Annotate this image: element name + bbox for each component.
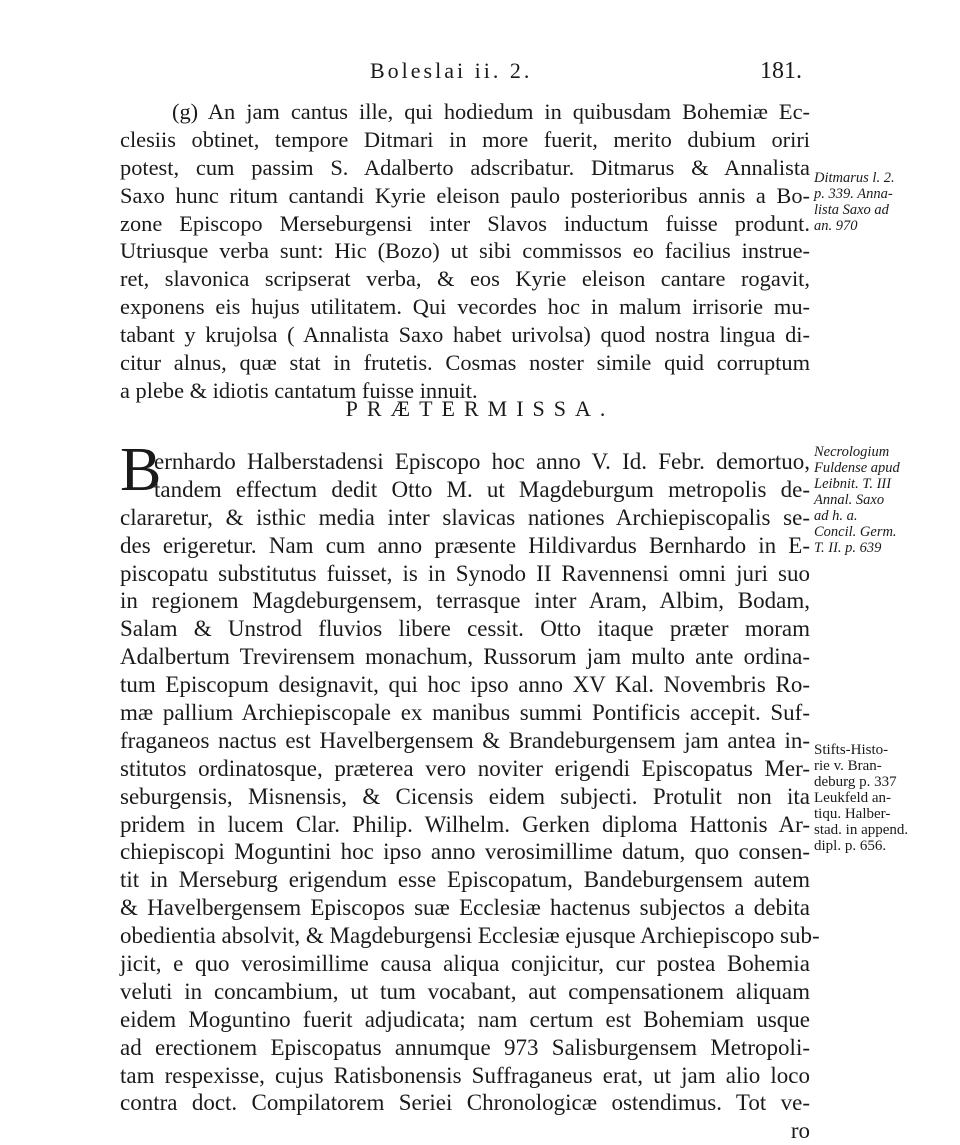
- text-line: Saxo hunc ritum cantandi Kyrie eleison paulo posterioribus annis a Bo-: [120, 182, 810, 208]
- marginal-line: Leukfeld an-: [814, 790, 892, 806]
- text-line: des erigeretur. Nam cum anno præsente Hildivardus Bernhardo in E-: [120, 532, 810, 558]
- text-line: (g) An jam cantus ille, qui hodiedum in quibusdam Bohemiæ Ec-: [172, 99, 810, 124]
- text-line: mæ pallium Archiepiscopale ex manibus summi Pontificis accepit. Suf-: [120, 700, 810, 726]
- marginal-line: Fuldense apud: [814, 460, 900, 476]
- marginal-note-necrologium: [814, 444, 956, 556]
- text-line: seburgensis, Misnensis, & Cicensis eidem subjecti. Protulit non ita: [120, 783, 810, 809]
- text-line: citur alnus, quæ stat in frutetis. Cosmas noster simile quid corruptum: [120, 350, 810, 376]
- section-heading: PRÆTERMISSA.: [345, 396, 615, 421]
- text-line: eidem Moguntino fuerit adjudicata; nam certum est Bohemiam usque: [120, 1006, 810, 1032]
- text-line: a plebe & idiotis cantatum fuisse innuit.: [120, 377, 478, 403]
- text-line: tabant y krujolsa ( Annalista Saxo habet urivolsa) quod nostra lingua di-: [120, 322, 810, 348]
- text-line: Utriusque verba sunt: Hic (Bozo) ut sibi commissos eo facilius instrue-: [120, 238, 810, 264]
- text-line: potest, cum passim S. Adalberto adscribatur. Ditmarus & Annalista: [120, 154, 810, 180]
- marginal-line: ad h. a.: [814, 508, 858, 524]
- marginal-line: Stifts-Histo-: [814, 742, 889, 758]
- marginal-line: tiqu. Halber-: [814, 806, 891, 822]
- text-line: zone Episcopo Merseburgensi inter Slavos inductum fuisse produnt.: [120, 210, 810, 236]
- text-line: veluti in concambium, ut tum vocabant, aut compensationem aliquam: [120, 978, 810, 1004]
- text-line: tit in Merseburg erigendum esse Episcopatum, Bandeburgensem autem: [120, 867, 810, 893]
- marginal-line: an. 970: [814, 218, 858, 234]
- text-line: ro: [790, 1118, 810, 1144]
- drop-cap: B: [120, 436, 162, 504]
- marginal-line: Necrologium: [814, 444, 890, 460]
- text-line: clararetur, & isthic media inter slavicas nationes Archiepiscopalis se-: [120, 504, 810, 530]
- running-title: Boleslai ii. 2.: [370, 58, 533, 83]
- body-text: [120, 448, 820, 1145]
- text-line: fraganeos nactus est Havelbergensem & Brandeburgensem jam antea in-: [120, 727, 810, 753]
- text-line: ret, slavonica scripserat verba, & eos Kyrie eleison cantare rogavit,: [120, 266, 810, 292]
- marginal-line: Concil. Germ.: [814, 524, 897, 540]
- marginal-note-stifts-historie: [814, 742, 956, 854]
- text-line: exponens eis hujus utilitatem. Qui vecordes hoc in malum irrisorie mu-: [120, 294, 810, 320]
- marginal-line: Annal. Saxo: [814, 492, 885, 508]
- marginal-line: stad. in append.: [814, 822, 909, 838]
- marginal-line: dipl. p. 656.: [814, 838, 887, 854]
- text-line: chiepiscopi Moguntini hoc ipso anno verosimillime datum, quo consen-: [120, 839, 810, 865]
- text-line: stitutos ordinatosque, præterea vero noviter erigendi Episcopatus Mer-: [120, 755, 810, 781]
- page-number: 181.: [760, 58, 802, 84]
- text-line: tum Episcopum designavit, qui hoc ipso anno XV Kal. Novembris Ro-: [120, 672, 810, 698]
- footnote-g: [120, 98, 810, 405]
- text-line: tandem effectum dedit Otto M. ut Magdeburgum metropolis de-: [154, 476, 810, 502]
- text-line: Adalbertum Trevirensem monachum, Russorum jam multo ante ordina-: [120, 644, 810, 670]
- text-line: obedientia absolvit, & Magdeburgensi Ecclesiæ ejusque Archiepiscopo sub-: [120, 923, 820, 949]
- text-line: ad erectionem Episcopatus annumque 973 Salisburgensem Metropoli-: [120, 1034, 810, 1060]
- marginal-line: rie v. Bran-: [814, 758, 882, 774]
- text-line: piscopatu substitutus fuisset, is in Synodo II Ravennensi omni juri suo: [120, 560, 810, 586]
- marginal-line: p. 339. Anna-: [814, 186, 893, 202]
- text-line: & Havelbergensem Episcopos suæ Ecclesiæ hactenus subjectos a debita: [120, 895, 810, 921]
- marginal-note-ditmarus: [814, 170, 956, 234]
- text-line: in regionem Magdeburgensem, terrasque inter Aram, Albim, Bodam,: [120, 588, 810, 614]
- marginal-line: Ditmarus l. 2.: [814, 170, 895, 186]
- marginal-line: Leibnit. T. III: [814, 476, 892, 492]
- text-line: contra doct. Compilatorem Seriei Chronologicæ ostendimus. Tot ve-: [120, 1090, 810, 1116]
- marginal-line: T. II. p. 639: [814, 540, 882, 556]
- text-line: clesiis obtinet, tempore Ditmari in more fuerit, merito dubium oriri: [120, 126, 810, 152]
- text-line: jicit, e quo verosimillime causa aliqua conjicitur, cur postea Bohemia: [120, 951, 810, 977]
- text-line: pridem in lucem Clar. Philip. Wilhelm. Gerken diploma Hattonis Ar-: [120, 811, 810, 837]
- text-line: ernhardo Halberstadensi Episcopo hoc anno V. Id. Febr. demortuo,: [154, 449, 810, 474]
- marginal-line: deburg p. 337: [814, 774, 897, 790]
- running-head: [0, 58, 960, 94]
- text-line: tam respexisse, cujus Ratisbonensis Suffraganeus erat, ut jam alio loco: [120, 1062, 810, 1088]
- text-line: Salam & Unstrod fluvios libere cessit. Otto itaque præter moram: [120, 616, 810, 642]
- marginal-line: lista Saxo ad: [814, 202, 889, 218]
